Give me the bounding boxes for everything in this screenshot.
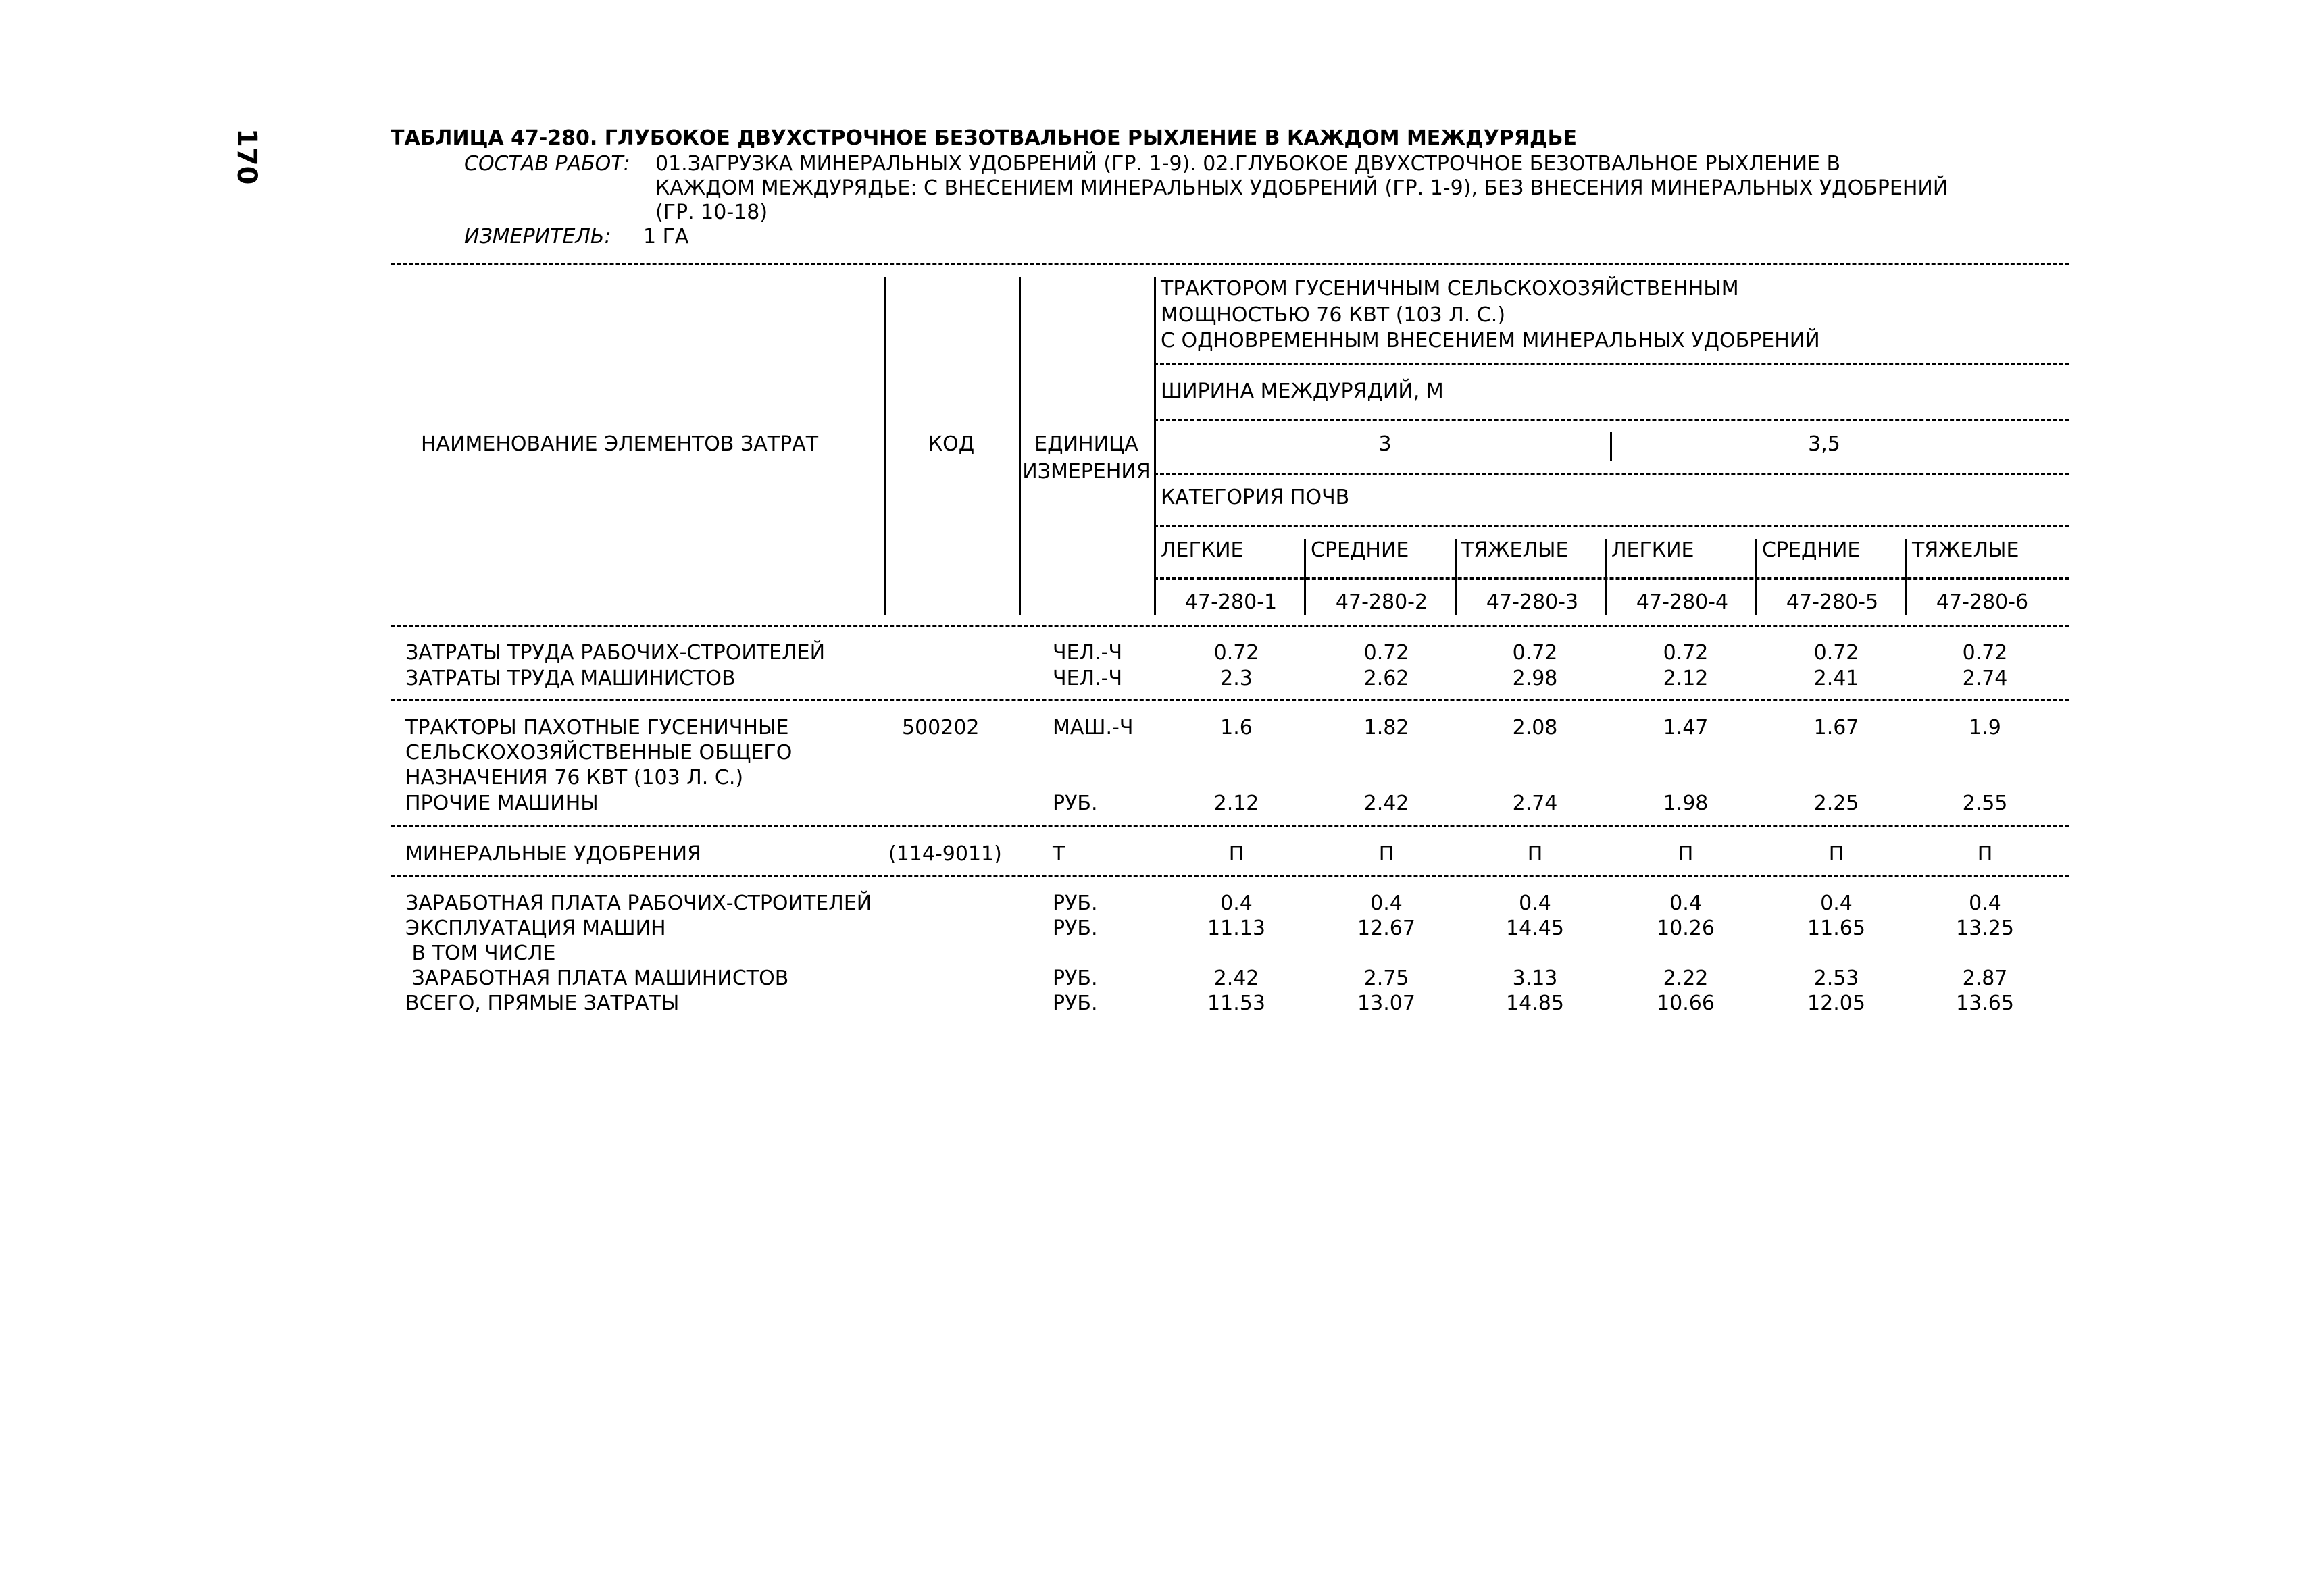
row-value: П xyxy=(1228,842,1244,866)
work-line: 01.ЗАГРУЗКА МИНЕРАЛЬНЫХ УДОБРЕНИЙ (ГР. 1-9). 02.ГЛУБОКОЕ ДВУХСТРОЧНОЕ БЕЗОТВАЛЬНОЕ РЫХЛЕНИЕ В xyxy=(655,152,1841,176)
col-rule xyxy=(1755,539,1757,615)
row-value: 14.45 xyxy=(1506,917,1564,940)
header-unit: ЕДИНИЦА xyxy=(1034,432,1138,456)
header-soil: СРЕДНИЕ xyxy=(1762,538,1861,562)
header-soil: ЛЕГКИЕ xyxy=(1161,538,1244,562)
row-unit: ЧЕЛ.-Ч xyxy=(1053,641,1123,665)
row-name: МИНЕРАЛЬНЫЕ УДОБРЕНИЯ xyxy=(405,842,701,866)
row-value: 13.25 xyxy=(1956,917,2014,940)
row-name: В ТОМ ЧИСЛЕ xyxy=(405,942,556,965)
page-number: 170 xyxy=(231,128,262,185)
col-rule xyxy=(1304,539,1306,615)
row-unit: ЧЕЛ.-Ч xyxy=(1053,667,1123,690)
row-value: 2.12 xyxy=(1213,792,1259,815)
row-value: 1.47 xyxy=(1663,716,1709,740)
header-column-code: 47-280-5 xyxy=(1786,590,1879,614)
work-line: КАЖДОМ МЕЖДУРЯДЬЕ: С ВНЕСЕНИЕМ МИНЕРАЛЬНЫХ УДОБРЕНИЙ (ГР. 1-9), БЕЗ ВНЕСЕНИЯ МИНЕРАЛЬНЫХ УДОБРЕНИЙ xyxy=(655,176,1948,200)
row-value: 2.98 xyxy=(1512,667,1558,690)
work-label: СОСТАВ РАБОТ: xyxy=(464,152,630,176)
row-value: 11.53 xyxy=(1207,992,1265,1015)
row-value: 2.42 xyxy=(1213,967,1259,990)
row-value: 2.55 xyxy=(1962,792,2008,815)
row-value: 2.74 xyxy=(1962,667,2008,690)
row-value: 13.07 xyxy=(1357,992,1415,1015)
row-name: ЗАТРАТЫ ТРУДА МАШИНИСТОВ xyxy=(405,667,736,690)
rule-width-values xyxy=(1154,473,2069,475)
row-unit: МАШ.-Ч xyxy=(1053,716,1134,740)
row-value: 0.72 xyxy=(1663,641,1709,665)
header-width-value: 3,5 xyxy=(1808,432,1840,456)
col-rule xyxy=(884,277,886,615)
row-value: 2.3 xyxy=(1220,667,1253,690)
header-column-code: 47-280-6 xyxy=(1936,590,2029,614)
row-name: ЭКСПЛУАТАЦИЯ МАШИН xyxy=(405,917,666,940)
header-soil: СРЕДНИЕ xyxy=(1311,538,1409,562)
row-value: 2.87 xyxy=(1962,967,2008,990)
row-value: 1.67 xyxy=(1813,716,1859,740)
rule-section xyxy=(391,699,2069,701)
row-value: 0.72 xyxy=(1363,641,1409,665)
row-value: 14.85 xyxy=(1506,992,1564,1015)
row-code: (114-9011) xyxy=(888,842,1002,866)
header-unit: ИЗМЕРЕНИЯ xyxy=(1022,460,1151,484)
row-value: 2.62 xyxy=(1363,667,1409,690)
header-soil: ТЯЖЕЛЫЕ xyxy=(1912,538,2019,562)
row-value: П xyxy=(1527,842,1543,866)
row-value: П xyxy=(1678,842,1694,866)
work-line: (ГР. 10-18) xyxy=(655,201,768,224)
header-width-label: ШИРИНА МЕЖДУРЯДИЙ, М xyxy=(1161,380,1444,403)
row-name: ВСЕГО, ПРЯМЫЕ ЗАТРАТЫ xyxy=(405,992,680,1015)
row-value: 12.67 xyxy=(1357,917,1415,940)
row-unit: РУБ. xyxy=(1053,967,1098,990)
row-value: 0.4 xyxy=(1519,892,1551,915)
row-value: 11.65 xyxy=(1807,917,1865,940)
row-value: 2.74 xyxy=(1512,792,1558,815)
header-column-code: 47-280-4 xyxy=(1636,590,1729,614)
rule-tractor xyxy=(1154,363,2069,365)
row-name: ПРОЧИЕ МАШИНЫ xyxy=(405,792,599,815)
row-name: ЗАРАБОТНАЯ ПЛАТА РАБОЧИХ-СТРОИТЕЛЕЙ xyxy=(405,892,872,915)
header-column-code: 47-280-2 xyxy=(1335,590,1428,614)
row-value: 10.26 xyxy=(1657,917,1715,940)
header-soil: ТЯЖЕЛЫЕ xyxy=(1461,538,1569,562)
rule-top xyxy=(391,263,2069,265)
row-value: П xyxy=(1378,842,1394,866)
header-code: КОД xyxy=(928,432,975,456)
col-rule xyxy=(1455,539,1457,615)
row-unit: РУБ. xyxy=(1053,792,1098,815)
header-width-value: 3 xyxy=(1378,432,1392,456)
row-value: 2.08 xyxy=(1512,716,1558,740)
row-value: 2.53 xyxy=(1813,967,1859,990)
row-unit: РУБ. xyxy=(1053,917,1098,940)
row-value: 1.6 xyxy=(1220,716,1253,740)
row-value: 1.98 xyxy=(1663,792,1709,815)
row-value: 0.72 xyxy=(1213,641,1259,665)
row-name: ЗАРАБОТНАЯ ПЛАТА МАШИНИСТОВ xyxy=(405,967,789,990)
rule-soils xyxy=(1154,577,2069,580)
row-value: 0.72 xyxy=(1813,641,1859,665)
row-name: ТРАКТОРЫ ПАХОТНЫЕ ГУСЕНИЧНЫЕ xyxy=(405,716,789,740)
row-unit: Т xyxy=(1053,842,1065,866)
row-value: 2.75 xyxy=(1363,967,1409,990)
row-value: 0.4 xyxy=(1220,892,1253,915)
row-value: 0.4 xyxy=(1370,892,1403,915)
row-unit: РУБ. xyxy=(1053,892,1098,915)
rule-section xyxy=(391,875,2069,877)
row-value: 0.4 xyxy=(1820,892,1853,915)
row-value: 2.42 xyxy=(1363,792,1409,815)
header-tractor: С ОДНОВРЕМЕННЫМ ВНЕСЕНИЕМ МИНЕРАЛЬНЫХ УДОБРЕНИЙ xyxy=(1161,329,1820,353)
col-rule xyxy=(1154,277,1156,615)
row-value: 10.66 xyxy=(1657,992,1715,1015)
row-name: НАЗНАЧЕНИЯ 76 КВТ (103 Л. С.) xyxy=(405,766,744,790)
row-name: ЗАТРАТЫ ТРУДА РАБОЧИХ-СТРОИТЕЛЕЙ xyxy=(405,641,826,665)
col-rule xyxy=(1905,539,1907,615)
row-value: П xyxy=(1977,842,1993,866)
measure-value: 1 ГА xyxy=(643,225,689,249)
header-column-code: 47-280-1 xyxy=(1184,590,1278,614)
rule-header-bottom xyxy=(391,625,2069,627)
row-value: 2.22 xyxy=(1663,967,1709,990)
row-value: 0.4 xyxy=(1669,892,1702,915)
header-soil-label: КАТЕГОРИЯ ПОЧВ xyxy=(1161,486,1350,509)
row-value: 1.82 xyxy=(1363,716,1409,740)
row-value: 11.13 xyxy=(1207,917,1265,940)
header-tractor: МОЩНОСТЬЮ 76 КВТ (103 Л. С.) xyxy=(1161,303,1506,327)
row-value: 13.65 xyxy=(1956,992,2014,1015)
row-value: 0.4 xyxy=(1969,892,2001,915)
row-name: СЕЛЬСКОХОЗЯЙСТВЕННЫЕ ОБЩЕГО xyxy=(405,741,793,765)
col-rule xyxy=(1610,432,1612,461)
table-title: ТАБЛИЦА 47-280. ГЛУБОКОЕ ДВУХСТРОЧНОЕ БЕЗОТВАЛЬНОЕ РЫХЛЕНИЕ В КАЖДОМ МЕЖДУРЯДЬЕ xyxy=(391,126,1578,150)
row-unit: РУБ. xyxy=(1053,992,1098,1015)
row-value: 1.9 xyxy=(1969,716,2001,740)
row-value: 2.25 xyxy=(1813,792,1859,815)
row-value: 2.12 xyxy=(1663,667,1709,690)
rule-soil xyxy=(1154,525,2069,527)
row-value: 3.13 xyxy=(1512,967,1558,990)
rule-width xyxy=(1154,419,2069,421)
row-value: П xyxy=(1828,842,1844,866)
rule-section xyxy=(391,825,2069,827)
header-column-code: 47-280-3 xyxy=(1486,590,1579,614)
row-value: 12.05 xyxy=(1807,992,1865,1015)
row-value: 0.72 xyxy=(1962,641,2008,665)
header-name: НАИМЕНОВАНИЕ ЭЛЕМЕНТОВ ЗАТРАТ xyxy=(421,432,819,456)
row-code: 500202 xyxy=(902,716,980,740)
col-rule xyxy=(1019,277,1021,615)
header-tractor: ТРАКТОРОМ ГУСЕНИЧНЫМ СЕЛЬСКОХОЗЯЙСТВЕННЫМ xyxy=(1161,277,1739,301)
header-soil: ЛЕГКИЕ xyxy=(1611,538,1694,562)
row-value: 2.41 xyxy=(1813,667,1859,690)
col-rule xyxy=(1605,539,1607,615)
measure-label: ИЗМЕРИТЕЛЬ: xyxy=(464,225,611,249)
row-value: 0.72 xyxy=(1512,641,1558,665)
